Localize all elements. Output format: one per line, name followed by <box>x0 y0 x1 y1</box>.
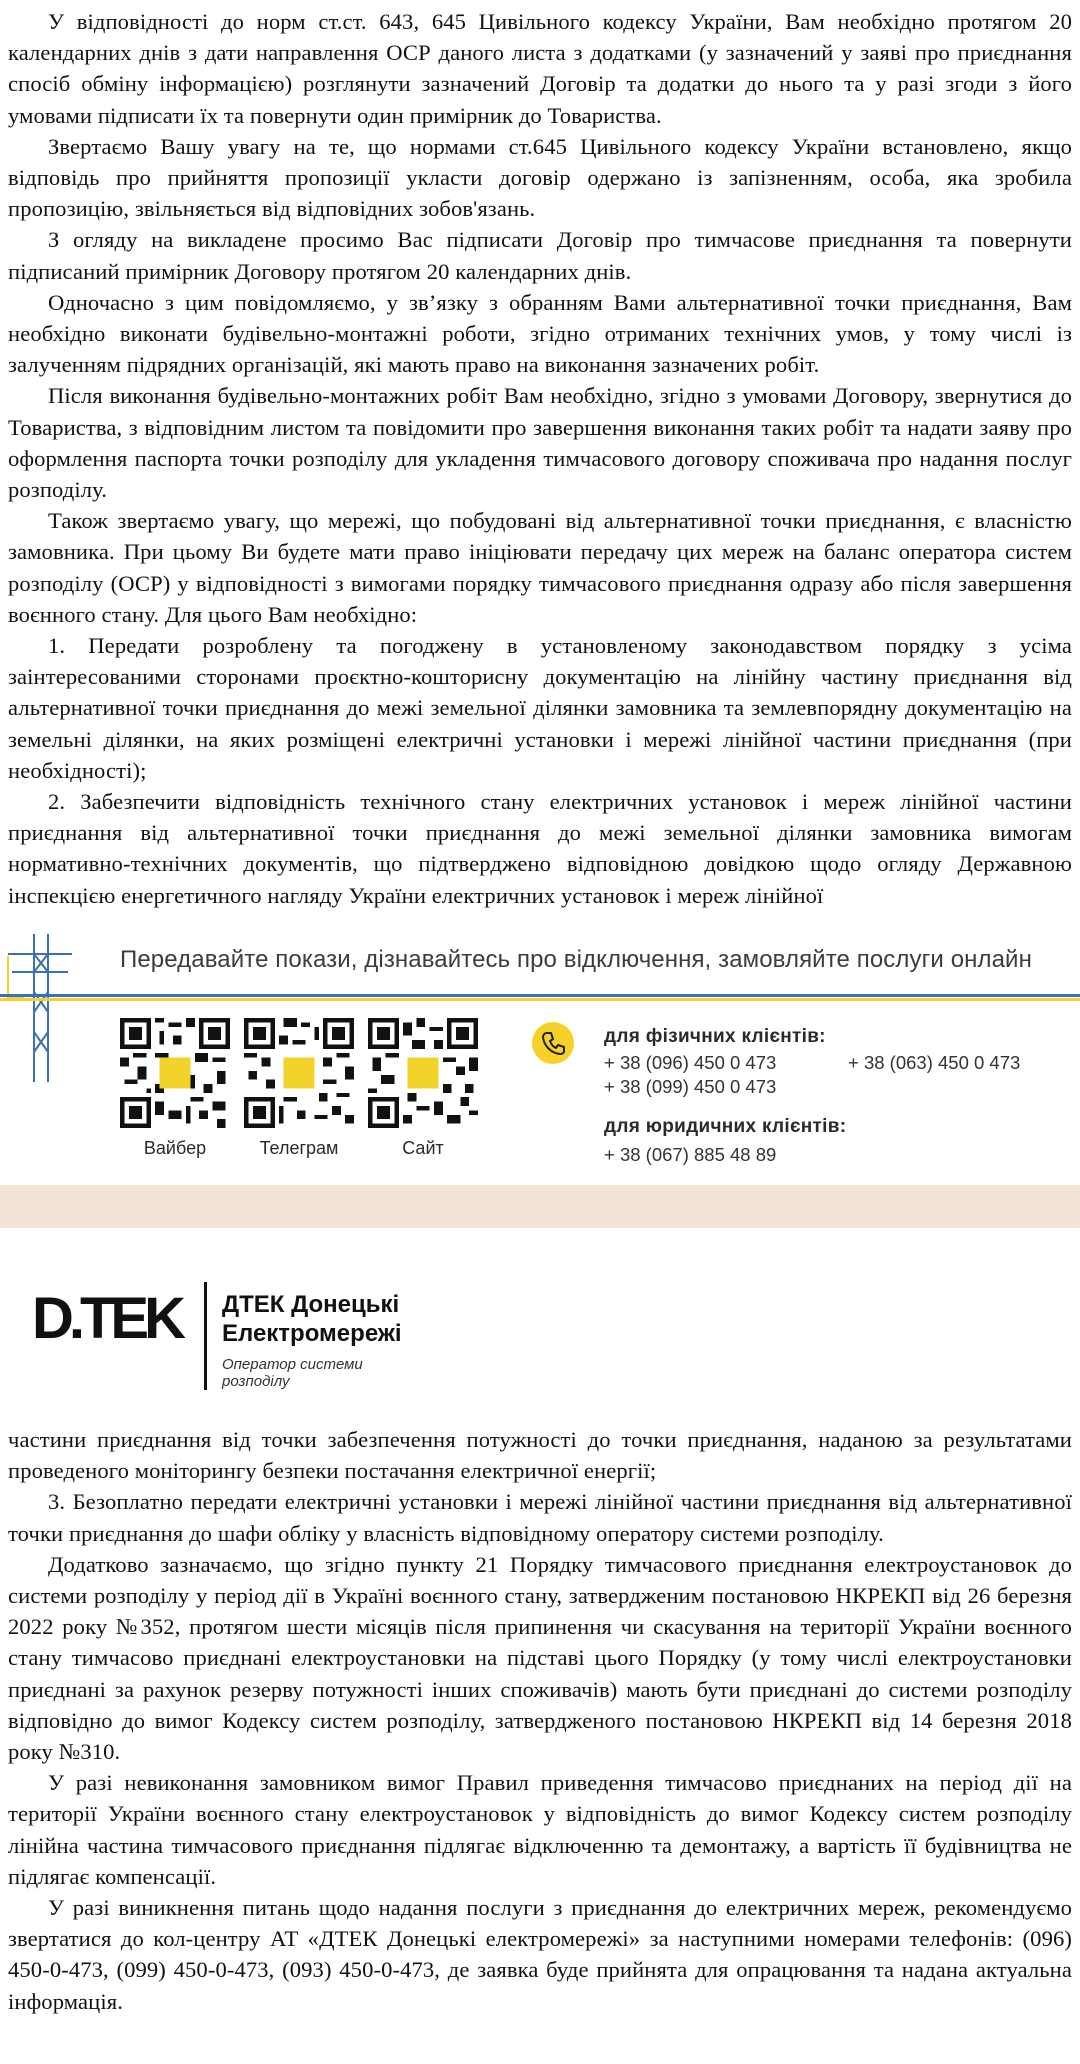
power-tower-icon <box>4 932 74 1082</box>
paragraph: У разі виникнення питань щодо надання послуги з приєднання до електричних мереж, рекомендуємо звертатися до кол-центру АТ «ДТЕК Донецькі електромережі» за наступними номерами телефонів: (096) 450-0-473, (099) 450-0-473, (093) 450-0-473, де заявка буде прийнята для опрацювання та надана актуальна інформація. <box>8 1895 1072 2014</box>
individuals-label: для фізичних клієнтів: <box>604 1026 826 1047</box>
qr-code-icon <box>244 1018 354 1128</box>
qr-label-viber: Вайбер <box>143 1138 207 1158</box>
page-gap <box>0 1185 1080 1228</box>
page2-text <box>0 1424 1080 2017</box>
logo-divider <box>204 1282 207 1390</box>
paragraph: Додатково зазначаємо, що згідно пункту 21 Порядку тимчасового приєднання електроустановок до системи розподілу у період дії в Україні воєнного стану, затвердженим постановою НКРЕКП від 26 березня 2022 року №352, протягом шести місяців після припинення чи скасування на території України воєнного стану тимчасово приєднані електроустановки на підставі цього Порядку (у тому числі електроустановки приєднані за рахунок резерву потужності інших споживачів) мають бути приєднані до системи розподілу відповідно до вимог Кодексу систем розподілу, затвердженого постановою НКРЕКП від 14 березня 2018 року №310. <box>8 1551 1072 1765</box>
company-subtitle: Оператор системи розподілу <box>222 1356 363 1390</box>
paragraph: У разі невиконання замовником вимог Правил приведення тимчасово приєднаних на період дії на території України воєнного стану електроустановок у відповідність до вимог Кодексу систем розподілу лінійна частина тимчасового приєднання підлягає відключенню та демонтажу, а вартість її будівництва не підлягає компенсації. <box>8 1770 1072 1889</box>
phone-number[interactable]: + 38 (067) 885 48 89 <box>604 1144 777 1165</box>
footer-stripes <box>0 994 1080 1002</box>
paragraph: Одночасно з цим повідомляємо, у зв’язку з обранням Вами альтернативної точки приєднання, Вам необхідно виконати будівельно-монтажні роботи, згідно отриманих технічних умов, у тому числі із залученням підрядних організацій, які мають право на виконання зазначених робіт. <box>8 289 1072 378</box>
dtek-logo-icon <box>32 1286 192 1346</box>
paragraph: частини приєднання від точки забезпечення потужності до точки приєднання, наданою за результатами проведеного моніторингу безпеки постачання електричної енергії; <box>8 1427 1072 1484</box>
footer-headline: Передавайте покази, дізнавайтесь про відключення, замовляйте послуги онлайн <box>120 946 1032 973</box>
footer-banner <box>0 922 1080 1184</box>
company-name: ДТЕК Донецькі Електромережі <box>222 1291 402 1347</box>
phone-number[interactable]: + 38 (099) 450 0 473 <box>604 1076 777 1097</box>
svg-text:D.TEK: D.TEK <box>32 1286 181 1346</box>
phone-icon <box>532 1022 574 1064</box>
qr-viber[interactable] <box>120 1018 230 1159</box>
qr-telegram[interactable] <box>244 1018 354 1159</box>
paragraph: У відповідності до норм ст.ст. 643, 645 Цивільного кодексу України, Вам необхідно протягом 20 календарних днів з дати направлення ОСР даного листа з додатками (у зазначений у заяві про приєднання спосіб обміну інформацією) розглянути зазначений Договір та додатки до нього та у разі згоди з його умовами підписати їх та повернути один примірник до Товариства. <box>8 9 1072 128</box>
document-page-2 <box>0 1228 1080 2064</box>
qr-site[interactable] <box>368 1018 478 1159</box>
paragraph: З огляду на викладене просимо Вас підписати Договір про тимчасове приєднання та повернути підписаний примірник Договору протягом 20 календарних днів. <box>8 227 1072 284</box>
qr-label-telegram: Телеграм <box>259 1138 339 1158</box>
phone-number[interactable]: + 38 (096) 450 0 473 <box>604 1052 777 1073</box>
qr-code-icon <box>368 1018 478 1128</box>
phone-number[interactable]: + 38 (063) 450 0 473 <box>848 1052 1021 1073</box>
list-item-2: 2. Забезпечити відповідність технічного стану електричних установок і мереж лінійної частини приєднання від альтернативної точки приєднання до межі земельної ділянки замовника вимогам нормативно-технічних документів, що підтверджено відповідною довідкою щодо огляду Державною інспекцією енергетичного нагляду України електричних установок і мереж лінійної <box>8 789 1072 908</box>
paragraph: Після виконання будівельно-монтажних робіт Вам необхідно, згідно з умовами Договору, звернутися до Товариства, з відповідним листом та повідомити про завершення виконання таких робіт та надати заяву про оформлення паспорта точки розподілу для укладення тимчасового договору споживача про надання послуг розподілу. <box>8 383 1072 503</box>
paragraph: Також звертаємо увагу, що мережі, що побудовані від альтернативної точки приєднання, є власністю замовника. При цьому Ви будете мати право ініціювати передачу цих мереж на баланс оператора систем розподілу (ОСР) у відповідності з вимогами порядку тимчасового приєднання одразу або після завершення воєнного стану. Для цього Вам необхідно: <box>8 508 1072 627</box>
qr-label-site: Сайт <box>402 1138 444 1158</box>
page1-text <box>0 6 1080 911</box>
list-item-3: 3. Безоплатно передати електричні установки і мережі лінійної частини приєднання від альтернативної точки приєднання до шафи обліку у власність відповідному оператору системи розподілу. <box>8 1489 1072 1546</box>
qr-code-icon <box>120 1018 230 1128</box>
paragraph: Звертаємо Вашу увагу на те, що нормами ст.645 Цивільного кодексу України встановлено, якщо відповідь про прийняття пропозиції укласти договір одержано із запізненням, особа, яка зробила пропозицію, звільняється від відповідних зобов'язань. <box>8 133 1072 222</box>
dtek-logo <box>32 1286 192 1346</box>
list-item-1: 1. Передати розроблену та погоджену в установленому законодавством порядку з усіма заінтересованими сторонами проєктно-кошторисну документацію на лінійну частину приєднання від альтернативної точки приєднання до межі земельної ділянки замовника та землевпорядну документацію на земельні ділянки, на яких розміщені електричні установки і мережі лінійної частини приєднання (при необхідності); <box>8 633 1072 783</box>
legal-label: для юридичних клієнтів: <box>604 1116 847 1137</box>
